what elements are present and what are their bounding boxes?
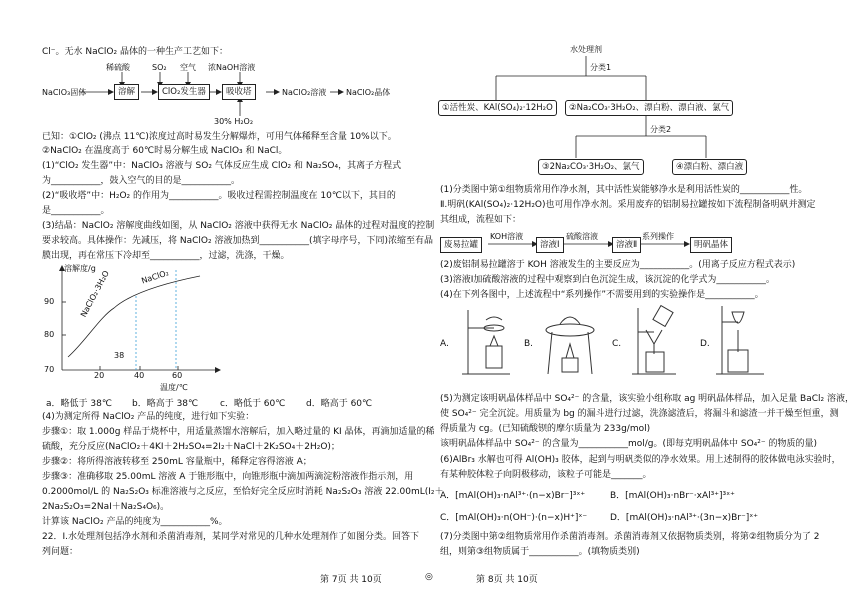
tree-node-1: ①活性炭、KAl(SO₄)₂·12H₂O [438, 100, 557, 116]
apparatus-label-a: A. [440, 339, 449, 349]
curve-label-hydrate: NaClO₂·3H₂O [78, 269, 111, 319]
footer-right-page: 第 8页 共 10页 [476, 575, 538, 585]
choice-a: a．略低于 38℃ [46, 399, 112, 409]
right-q8b: 组，则第③组物质属于___________。(填物质类别) [440, 547, 640, 557]
alum-start: 废易拉罐 [440, 237, 482, 253]
choice-b: b．略高于 38℃ [132, 399, 199, 409]
choice-c: c．略低于 60℃ [220, 399, 286, 409]
ytick-90: 90 [44, 297, 55, 306]
question-22a: 22．Ⅰ.水处理剂包括净水剂和杀菌消毒剂，某同学对常见的几种水处理剂作了如图分类。回答下 [42, 532, 419, 542]
option-c: C．[mAl(OH)₃·n(OH⁻)·(n−x)H⁺]ˣ⁻ [440, 513, 588, 523]
xtick-20: 20 [94, 371, 105, 380]
right-q6a: (5)为测定该明矾晶体样品中 SO₄²⁻ 的含量，该实验小组称取 ag 明矾晶体样品，加入足量 BaCl₂ 溶液， [440, 394, 854, 404]
option-d: D．[mAl(OH)₃·nAl³⁺·(3n−x)Br⁻]ˣ⁺ [610, 513, 758, 523]
option-a: A．[mAl(OH)₃·nAl³⁺·(n−x)Br⁻]³ˣ⁺ [440, 491, 586, 501]
right-q6c: 得质量为 cg。(已知硫酸钡的摩尔质量为 233g/mol) [440, 424, 651, 434]
question-2b: 是___________。 [42, 206, 110, 216]
known-2: ②NaClO₂ 在温度高于 60℃时易分解生成 NaClO₃ 和 NaCl。 [42, 146, 288, 156]
calc-line: 计算该 NaClO₂ 产品的纯度为___________%。 [42, 517, 228, 527]
step1a: 步骤①：取 1.000g 样品于烧杯中，用适量蒸馏水溶解后，加入略过量的 KI 晶体，再滴加适量的稀 [42, 427, 435, 437]
apparatus-b-crucible [538, 300, 602, 380]
tree-cat1: 分类1 [590, 63, 612, 72]
question-22b: 列问题： [42, 547, 79, 557]
alum-reagent-h2so4: 硫酸溶液 [566, 232, 598, 241]
step3a: 步骤③：准确移取 25.00mL 溶液 A 于锥形瓶中，向锥形瓶中滴加两滴淀粉溶液作指示剂，用 [42, 472, 414, 482]
step-absorption-tower: 吸收塔 [222, 84, 256, 100]
right-q3: (2)废铝制易拉罐溶于 KOH 溶液发生的主要反应为___________。(用离子反应方程式表示) [440, 260, 796, 270]
reagent-dilute-sulfuric: 稀硫酸 [106, 63, 130, 72]
right-q7a: (6)AlBr₃ 水解也可得 Al(OH)₃ 胶体，起到与明矾类似的净水效果。用上述制得的胶体做电泳实验时， [440, 455, 841, 465]
step-dissolve: 溶解 [114, 84, 139, 100]
ytick-70: 70 [44, 365, 55, 374]
footer-separator: ◎ [425, 572, 433, 582]
choice-d: d．略高于 60℃ [306, 399, 373, 409]
tree-node-2: ②Na₂CO₃·3H₂O₂、漂白粉、漂白液、氯气 [565, 100, 733, 116]
question-3b: 要求较高。具体操作：先减压，将 NaClO₂ 溶液加热到___________(填字母序号，下同)浓缩至有晶 [42, 236, 433, 246]
tree-root: 水处理剂 [570, 45, 602, 54]
right-q6b: 使 SO₄²⁻ 完全沉淀。用质量为 bg 的漏斗进行过滤，洗涤滤渣后，将漏斗和滤渣一并干燥至恒重，测 [440, 409, 839, 419]
reagent-so2: SO₂ [152, 63, 167, 72]
right-q5: (4)在下列各图中，上述流程中“系列操作”不需要用到的实验操作是___________。 [440, 290, 764, 300]
apparatus-label-b: B. [524, 339, 534, 349]
reagent-h2o2: 30% H₂O₂ [214, 117, 254, 126]
xtick-40: 40 [134, 371, 145, 380]
mark-38: 38 [114, 351, 125, 360]
step2: 步骤②：将所得溶液转移至 250mL 容量瓶中，稀释定容得溶液 A； [42, 457, 312, 467]
question-3a: (3)结晶：NaClO₂ 溶解度曲线如图，从 NaClO₂ 溶液中获得无水 NaClO₂ 晶体的过程对温度的控制 [42, 221, 435, 231]
right-q6d: 该明矾晶体样品中 SO₄²⁻ 的含量为___________mol/g。(即每克明矾晶体中 SO₄²⁻ 的物质的量) [440, 439, 818, 449]
right-q2b: 其组成，流程如下： [440, 215, 522, 225]
curve-label-anhydrous: NaClO₂ [140, 268, 170, 286]
right-q4: (3)溶液Ⅰ加硫酸溶液的过程中观察到白色沉淀生成，该沉淀的化学式为___________。 [440, 275, 775, 285]
step3c: 2Na₂S₂O₃=2NaI＋Na₂S₄O₆)。 [42, 502, 170, 512]
tree-node-4: ④漂白粉、漂白液 [672, 159, 747, 175]
apparatus-c-filtration [626, 300, 690, 380]
alum-solution-1: 溶液Ⅰ [536, 237, 564, 253]
apparatus-label-c: C. [612, 339, 622, 349]
step1b: 硫酸，充分反应(NaClO₂＋4KI＋2H₂SO₄=2I₂＋NaCl＋2K₂SO₄＋2H₂O)； [42, 442, 340, 452]
tree-node-3: ③2Na₂CO₃·3H₂O₂、氯气 [538, 159, 644, 175]
option-b: B．[mAl(OH)₃·nBr⁻·xAl³⁺]³ˣ⁺ [610, 491, 735, 501]
right-q8a: (7)分类图中第②组物质常用作杀菌消毒剂。杀菌消毒剂又依据物质类别，将第②组物质分为了 2 [440, 532, 820, 542]
ytick-80: 80 [44, 330, 55, 339]
apparatus-label-d: D. [700, 339, 710, 349]
right-q1: (1)分类图中第①组物质常用作净水剂，其中活性炭能够净水是利用活性炭的___________性。 [440, 185, 808, 195]
alum-product: 明矾晶体 [690, 237, 732, 253]
flow-naclo2-solution: NaClO₂溶液 [282, 88, 327, 97]
question-4: (4)为测定所得 NaClO₂ 产品的纯度，进行如下实验： [42, 412, 255, 422]
step-clo2-generator: ClO₂发生器 [158, 84, 210, 100]
intro-text: Cl⁻。无水 NaClO₂ 晶体的一种生产工艺如下： [42, 47, 228, 57]
known-1: 已知：①ClO₂ (沸点 11℃)浓度过高时易发生分解爆炸，可用气体稀释至含量 10%以下。 [42, 132, 397, 142]
apparatus-d-separatory-funnel [712, 300, 776, 380]
alum-reagent-koh: KOH溶液 [490, 232, 524, 241]
apparatus-a-evaporation [454, 300, 518, 380]
tree-cat2: 分类2 [650, 125, 672, 134]
right-q7b: 有某种胶体粒子向阴极移动，该粒子可能是_______。 [440, 470, 652, 480]
flow-start: NaClO₃固体 [42, 88, 87, 97]
footer-left-page: 第 7页 共 10页 [320, 575, 382, 585]
question-2a: (2)“吸收塔”中：H₂O₂ 的作用为___________。吸收过程需控制温度在 10℃以下，其目的 [42, 191, 396, 201]
step3b: 0.2000mol/L 的 Na₂S₂O₃ 标准溶液与之反应，至恰好完全反应时消耗 Na₂S₂O₃ 溶液 22.00mL(I₂＋ [42, 487, 444, 497]
question-1a: (1)“ClO₂ 发生器”中：NaClO₃ 溶液与 SO₂ 气体反应生成 ClO₂ 和 Na₂SO₄，其离子方程式 [42, 161, 402, 171]
graph-ylabel: 溶解度/g [64, 264, 96, 273]
question-3c: 膜出现，再在常压下冷却至___________，过滤，洗涤，干燥。 [42, 251, 290, 261]
graph-xlabel: 温度/℃ [160, 383, 188, 392]
right-q2a: Ⅱ.明矾(KAl(SO₄)₂·12H₂O)也可用作净水剂。采用废弃的铝制易拉罐按如下流程制备明矾并测定 [440, 200, 816, 210]
xtick-60: 60 [172, 371, 183, 380]
reagent-naoh: 浓NaOH溶液 [208, 63, 256, 72]
alum-solution-2: 溶液Ⅱ [612, 237, 641, 253]
flow-product: NaClO₂晶体 [346, 88, 391, 97]
alum-series-ops: 系列操作 [642, 232, 674, 241]
question-1b: 为___________，鼓入空气的目的是___________。 [42, 176, 241, 186]
reagent-air: 空气 [180, 63, 196, 72]
